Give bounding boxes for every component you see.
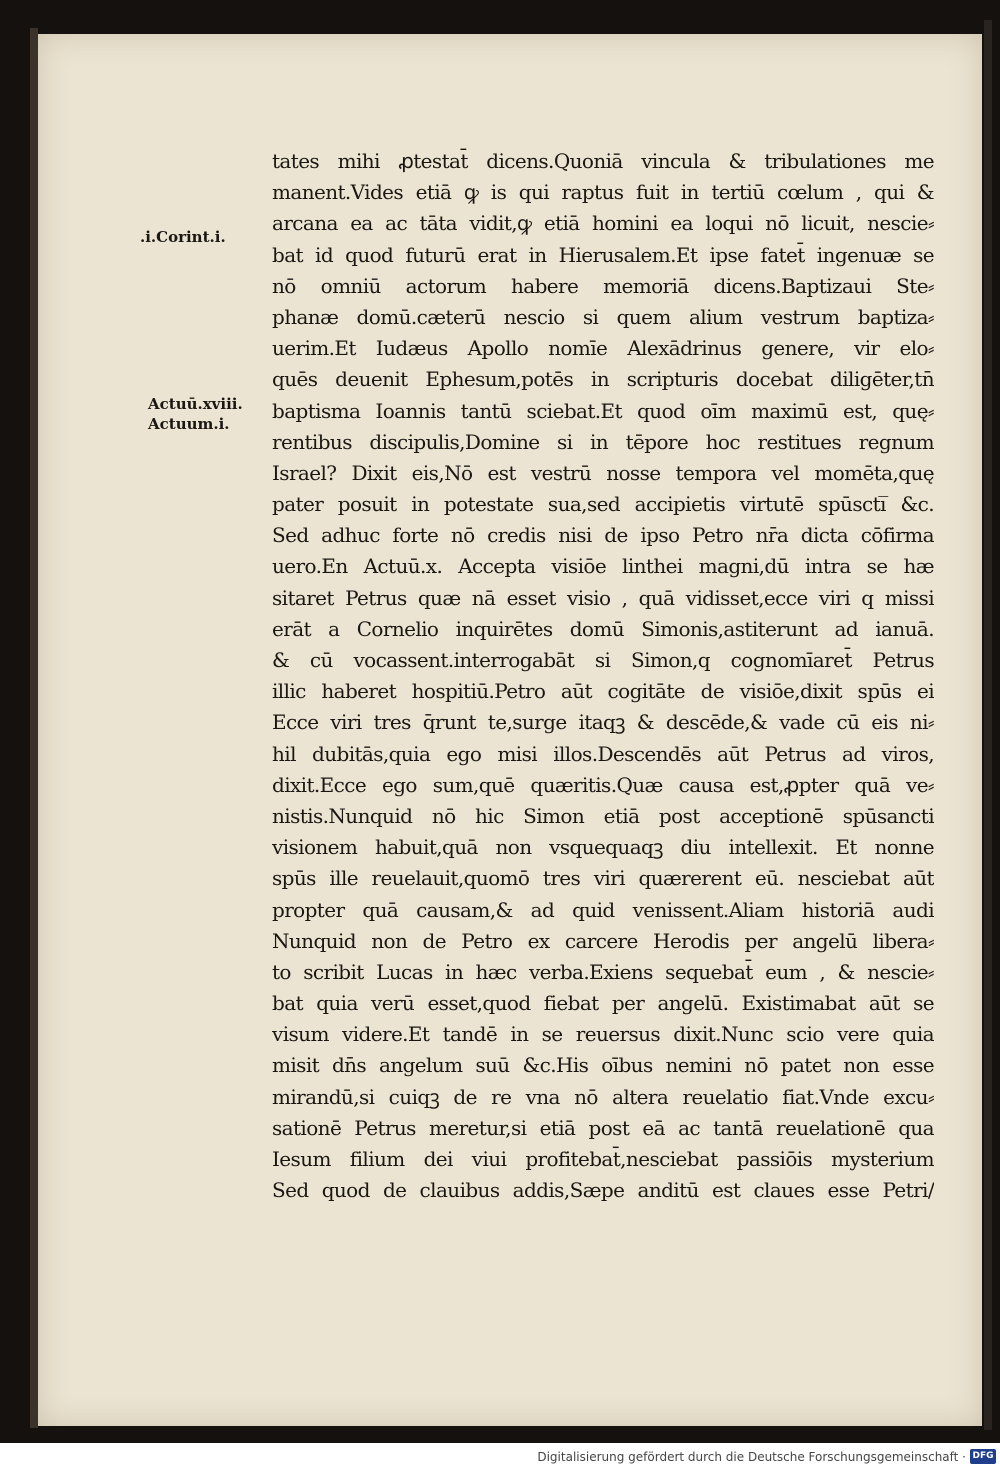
- text-line: quēs deuenit Ephesum,potēs in scripturis docebat diligēter,tn̄: [272, 367, 934, 392]
- text-line: tates mihi ꝓtestat̄ dicens.Quoniā vincula & tribulationes me: [272, 149, 934, 173]
- footer-bar: [0, 1443, 1000, 1471]
- text-line: illic haberet hospitiū.Petro aūt cogitāte de visiōe,dixit spūs ei: [272, 679, 934, 704]
- text-line: bat quia verū esset,quod fiebat per angelū. Existimabat aūt se: [272, 991, 934, 1016]
- marginal-note-acts-18: Actuū.xviii.: [148, 395, 243, 413]
- text-line: uero.En Actuū.x. Accepta visiōe linthei magni,dū intra se hæ: [272, 554, 934, 579]
- text-line: Israel? Dixit eis,Nō est vestrū nosse tempora vel momēta,quę: [272, 460, 934, 485]
- marginal-note-acts-1: Actuum.i.: [148, 415, 230, 433]
- text-line: bat id quod futurū erat in Hierusalem.Et ipse fatet̄ ingenuæ se: [272, 242, 934, 267]
- text-line: dixit.Ecce ego sum,quē quæritis.Quæ causa est,ꝓpter quā ve⸗: [272, 772, 934, 797]
- text-line: Sed adhuc forte nō credis nisi de ipso Petro nr̄a dicta cōfirma: [272, 523, 934, 548]
- text-line: erāt a Cornelio inquirētes domū Simonis,astiterunt ad ianuā.: [272, 616, 934, 641]
- text-line: pater posuit in potestate sua,sed accipietis virtutē spūscti̅ &c.: [272, 492, 934, 517]
- text-line: Nunquid non de Petro ex carcere Herodis per angelū libera⸗: [272, 928, 934, 953]
- body-text: [272, 146, 934, 1206]
- text-line: sationē Petrus meretur,si etiā post eā ac tantā reuelationē qua: [272, 1115, 934, 1140]
- text-line: spūs ille reuelauit,quomō tres viri quærerent eū. nesciebat aūt: [272, 866, 934, 891]
- text-line: propter quā causam,& ad quid venissent.Aliam historiā audi: [272, 897, 934, 922]
- text-line: nō omniū actorum habere memoriā dicens.Baptizaui Ste⸗: [272, 273, 934, 298]
- text-line: nistis.Nunquid nō hic Simon etiā post acceptionē spūsancti: [272, 803, 934, 828]
- page-left-edge: [30, 28, 38, 1428]
- funding-credit: Digitalisierung gefördert durch die Deutsche Forschungsgemeinschaft ·: [537, 1450, 966, 1464]
- text-line: Iesum filium dei viui profitebat̄,nesciebat passiōis mysterium: [272, 1147, 934, 1171]
- page-right-edge: [984, 20, 992, 1430]
- marginal-note-corinthians: .i.Corint.i.: [140, 228, 226, 246]
- text-line: manent.Vides etiā ꝙ is qui raptus fuit in tertiū cœlum , qui &: [272, 180, 934, 205]
- text-line: hil dubitās,quia ego misi illos.Descendēs aūt Petrus ad viros,: [272, 741, 934, 766]
- text-line: sitaret Petrus quæ nā esset visio , quā vidisset,ecce viri q missi: [272, 585, 934, 610]
- text-line: to scribit Lucas in hæc verba.Exiens sequebat̄ eum , & nescie⸗: [272, 959, 934, 984]
- text-line: arcana ea ac tāta vidit,ꝙ etiā homini ea loqui nō licuit, nescie⸗: [272, 211, 934, 236]
- text-line: mirandū,si cuiqꝫ de re vna nō altera reuelatio fiat.Vnde excu⸗: [272, 1084, 934, 1109]
- text-line: & cū vocassent.interrogabāt si Simon,q cognomīaret̄ Petrus: [272, 648, 934, 672]
- text-line: baptisma Ioannis tantū sciebat.Et quod oīm maximū est, quę⸗: [272, 398, 934, 423]
- text-line: rentibus discipulis,Domine si in tēpore hoc restitues regnum: [272, 429, 934, 454]
- text-line: misit dn̄s angelum suū &c.His oībus nemini nō patet non esse: [272, 1053, 934, 1078]
- text-line: Sed quod de clauibus addis,Sæpe anditū est claues esse Petri/: [272, 1178, 934, 1203]
- text-line: Ecce viri tres q̄runt te,surge itaqꝫ & descēde,& vade cū eis ni⸗: [272, 710, 934, 735]
- text-line: visionem habuit,quā non vsquequaqꝫ diu intellexit. Et nonne: [272, 835, 934, 860]
- dfg-logo: DFG: [970, 1449, 996, 1464]
- text-line: uerim.Et Iudæus Apollo nomīe Alexādrinus genere, vir elo⸗: [272, 336, 934, 361]
- text-line: visum videre.Et tandē in se reuersus dixit.Nunc scio vere quia: [272, 1022, 934, 1047]
- text-line: phanæ domū.cæterū nescio si quem alium vestrum baptiza⸗: [272, 304, 934, 329]
